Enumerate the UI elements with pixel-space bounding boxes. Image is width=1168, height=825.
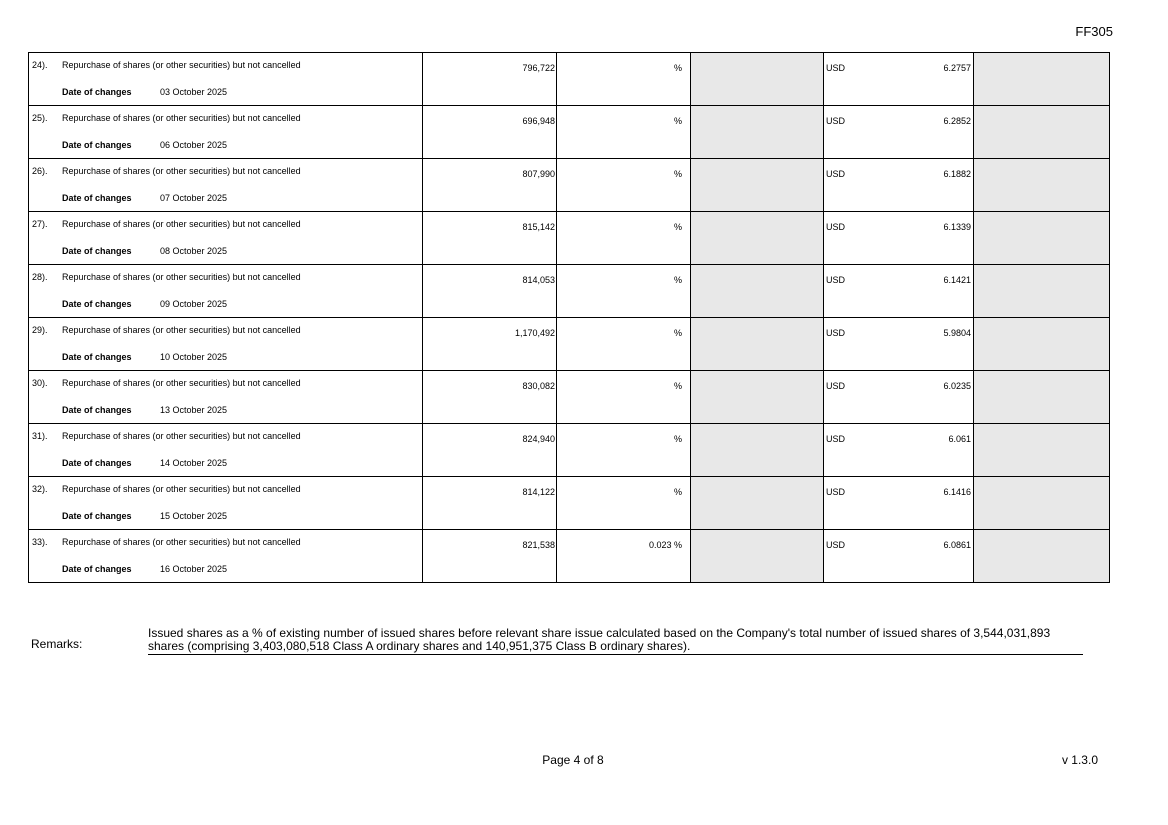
row-description: Repurchase of shares (or other securities) but not cancelled	[62, 431, 301, 441]
row-number: 28).	[32, 272, 48, 282]
percent-cell	[557, 212, 691, 265]
price-cell	[824, 530, 974, 583]
price-cell	[824, 318, 974, 371]
repurchase-rows	[29, 53, 1110, 583]
shaded-cell	[691, 159, 824, 212]
shares-cell	[423, 212, 557, 265]
row-number: 31).	[32, 431, 48, 441]
date-of-changes-label: Date of changes	[62, 352, 132, 362]
shaded-cell	[691, 106, 824, 159]
row-description: Repurchase of shares (or other securities) but not cancelled	[62, 166, 301, 176]
description-cell	[29, 265, 423, 318]
table-row	[29, 212, 1110, 265]
description-cell	[29, 424, 423, 477]
shares-value: 807,990	[522, 169, 555, 179]
date-of-changes-label: Date of changes	[62, 405, 132, 415]
shaded-cell	[691, 371, 824, 424]
shaded-cell	[691, 53, 824, 106]
table-row	[29, 477, 1110, 530]
price-value: 6.1416	[943, 487, 971, 497]
shaded-cell	[974, 265, 1110, 318]
date-of-changes-label: Date of changes	[62, 564, 132, 574]
percent-cell	[557, 106, 691, 159]
shaded-cell	[974, 318, 1110, 371]
price-cell	[824, 212, 974, 265]
shaded-cell	[691, 318, 824, 371]
percent-value: %	[673, 328, 682, 338]
shares-cell	[423, 265, 557, 318]
shares-cell	[423, 106, 557, 159]
price-value: 6.1339	[943, 222, 971, 232]
form-code: FF305	[1075, 24, 1113, 39]
percent-value: %	[673, 381, 682, 391]
date-of-changes-label: Date of changes	[62, 511, 132, 521]
shares-cell	[423, 371, 557, 424]
shaded-cell	[974, 53, 1110, 106]
shaded-cell	[974, 477, 1110, 530]
currency-value: USD	[826, 116, 846, 126]
currency-value: USD	[826, 540, 846, 550]
price-cell	[824, 424, 974, 477]
currency-value: USD	[826, 381, 846, 391]
table-row	[29, 530, 1110, 583]
description-cell	[29, 106, 423, 159]
shaded-cell	[691, 212, 824, 265]
row-number: 33).	[32, 537, 48, 547]
shares-value: 824,940	[522, 434, 555, 444]
table-row	[29, 106, 1110, 159]
price-value: 6.061	[948, 434, 971, 444]
row-description: Repurchase of shares (or other securities) but not cancelled	[62, 378, 301, 388]
description-cell	[29, 159, 423, 212]
price-cell	[824, 106, 974, 159]
date-of-changes-label: Date of changes	[62, 193, 132, 203]
shares-value: 815,142	[522, 222, 555, 232]
row-number: 27).	[32, 219, 48, 229]
price-cell	[824, 159, 974, 212]
shares-value: 814,053	[522, 275, 555, 285]
currency-value: USD	[826, 275, 846, 285]
price-value: 6.0235	[943, 381, 971, 391]
row-number: 32).	[32, 484, 48, 494]
date-of-changes-value: 14 October 2025	[160, 458, 228, 468]
row-number: 25).	[32, 113, 48, 123]
remarks-text: Issued shares as a % of existing number of issued shares before relevant share issue calculated based on the Company's total number of issued shares of 3,544,031,893 shares (comprising 3,403,080,518 Class A ordinary shares and 140,951,375 Class B ordinary shares).	[148, 627, 1083, 655]
shares-cell	[423, 477, 557, 530]
shaded-cell	[974, 424, 1110, 477]
currency-value: USD	[826, 169, 846, 179]
row-description: Repurchase of shares (or other securities) but not cancelled	[62, 60, 301, 70]
percent-cell	[557, 371, 691, 424]
row-description: Repurchase of shares (or other securities) but not cancelled	[62, 272, 301, 282]
description-cell	[29, 530, 423, 583]
currency-value: USD	[826, 222, 846, 232]
date-of-changes-label: Date of changes	[62, 458, 132, 468]
date-of-changes-label: Date of changes	[62, 299, 132, 309]
currency-value: USD	[826, 63, 846, 73]
date-of-changes-label: Date of changes	[62, 87, 132, 97]
shares-value: 796,722	[522, 63, 555, 73]
shaded-cell	[691, 477, 824, 530]
shares-value: 696,948	[522, 116, 555, 126]
shaded-cell	[691, 530, 824, 583]
percent-value: %	[673, 487, 682, 497]
price-value: 6.0861	[943, 540, 971, 550]
date-of-changes-value: 13 October 2025	[160, 405, 228, 415]
description-cell	[29, 318, 423, 371]
row-description: Repurchase of shares (or other securities) but not cancelled	[62, 219, 301, 229]
currency-value: USD	[826, 328, 846, 338]
row-number: 26).	[32, 166, 48, 176]
percent-cell	[557, 53, 691, 106]
percent-value: %	[673, 434, 682, 444]
date-of-changes-value: 16 October 2025	[160, 564, 228, 574]
shares-value: 1,170,492	[514, 328, 555, 338]
description-cell	[29, 477, 423, 530]
percent-cell	[557, 530, 691, 583]
date-of-changes-value: 06 October 2025	[160, 140, 228, 150]
row-description: Repurchase of shares (or other securities) but not cancelled	[62, 484, 301, 494]
price-cell	[824, 371, 974, 424]
remarks-label: Remarks:	[31, 637, 83, 651]
shares-cell	[423, 424, 557, 477]
table-row	[29, 371, 1110, 424]
date-of-changes-value: 07 October 2025	[160, 193, 228, 203]
shares-cell	[423, 159, 557, 212]
percent-value: 0.023 %	[648, 540, 682, 550]
table-row	[29, 159, 1110, 212]
date-of-changes-label: Date of changes	[62, 140, 132, 150]
percent-cell	[557, 159, 691, 212]
shares-cell	[423, 53, 557, 106]
page-number: Page 4 of 8	[542, 753, 604, 767]
date-of-changes-label: Date of changes	[62, 246, 132, 256]
percent-value: %	[673, 275, 682, 285]
shares-cell	[423, 318, 557, 371]
percent-cell	[557, 318, 691, 371]
shaded-cell	[974, 106, 1110, 159]
row-number: 29).	[32, 325, 48, 335]
shaded-cell	[691, 265, 824, 318]
price-cell	[824, 265, 974, 318]
price-cell	[824, 53, 974, 106]
repurchase-table	[28, 52, 1110, 583]
percent-cell	[557, 424, 691, 477]
row-description: Repurchase of shares (or other securities) but not cancelled	[62, 113, 301, 123]
percent-cell	[557, 477, 691, 530]
date-of-changes-value: 15 October 2025	[160, 511, 228, 521]
description-cell	[29, 371, 423, 424]
row-description: Repurchase of shares (or other securities) but not cancelled	[62, 537, 301, 547]
price-value: 6.2852	[943, 116, 971, 126]
date-of-changes-value: 10 October 2025	[160, 352, 228, 362]
price-value: 6.1421	[943, 275, 971, 285]
shaded-cell	[974, 530, 1110, 583]
table-row	[29, 53, 1110, 106]
table-row	[29, 265, 1110, 318]
row-number: 30).	[32, 378, 48, 388]
currency-value: USD	[826, 434, 846, 444]
price-value: 5.9804	[943, 328, 971, 338]
date-of-changes-value: 09 October 2025	[160, 299, 228, 309]
shares-cell	[423, 530, 557, 583]
percent-value: %	[673, 169, 682, 179]
shares-value: 830,082	[522, 381, 555, 391]
shares-value: 814,122	[522, 487, 555, 497]
percent-value: %	[673, 116, 682, 126]
price-cell	[824, 477, 974, 530]
shaded-cell	[691, 424, 824, 477]
table-row	[29, 424, 1110, 477]
version-label: v 1.3.0	[1061, 753, 1098, 767]
row-description: Repurchase of shares (or other securities) but not cancelled	[62, 325, 301, 335]
shaded-cell	[974, 159, 1110, 212]
percent-value: %	[673, 222, 682, 232]
price-value: 6.1882	[943, 169, 971, 179]
date-of-changes-value: 03 October 2025	[160, 87, 228, 97]
shaded-cell	[974, 212, 1110, 265]
percent-cell	[557, 265, 691, 318]
row-number: 24).	[32, 60, 48, 70]
description-cell	[29, 212, 423, 265]
percent-value: %	[673, 63, 682, 73]
shares-value: 821,538	[522, 540, 555, 550]
shaded-cell	[974, 371, 1110, 424]
table-row	[29, 318, 1110, 371]
currency-value: USD	[826, 487, 846, 497]
price-value: 6.2757	[943, 63, 971, 73]
date-of-changes-value: 08 October 2025	[160, 246, 228, 256]
description-cell	[29, 53, 423, 106]
